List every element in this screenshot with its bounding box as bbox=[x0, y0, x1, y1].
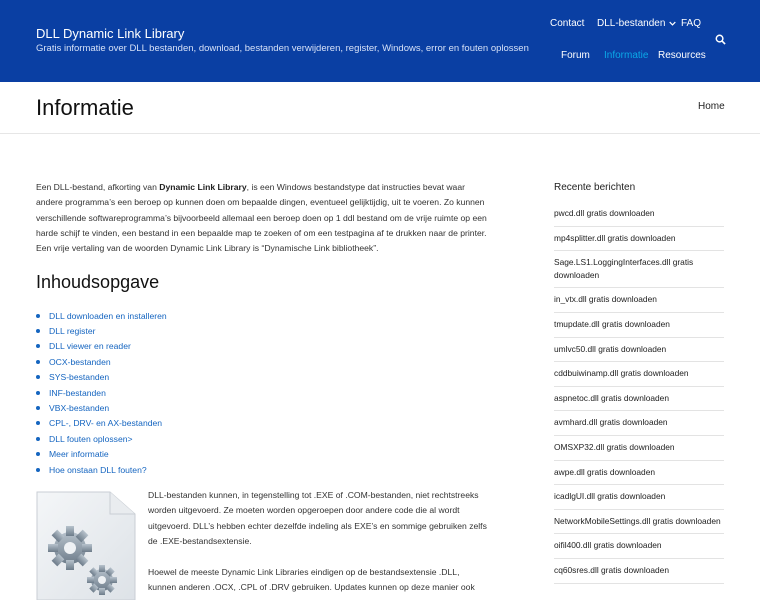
nav-faq[interactable]: FAQ bbox=[681, 18, 702, 29]
recent-post-link[interactable]: mp4splitter.dll gratis downloaden bbox=[554, 232, 676, 243]
nav-contact[interactable]: Contact bbox=[550, 18, 585, 29]
nav-informatie[interactable]: Informatie bbox=[604, 50, 649, 61]
list-item bbox=[554, 202, 724, 227]
bullet-icon bbox=[36, 360, 40, 364]
bullet-icon bbox=[36, 344, 40, 348]
nav-dll-bestanden[interactable] bbox=[597, 18, 676, 29]
toc-item bbox=[36, 385, 167, 400]
breadcrumb-home[interactable]: Home bbox=[698, 101, 725, 112]
toc-item bbox=[36, 416, 167, 431]
bullet-icon bbox=[36, 391, 40, 395]
recent-post-link[interactable]: avmhard.dll gratis downloaden bbox=[554, 417, 668, 428]
body-paragraph-2: DLL-bestanden kunnen, in tegenstelling tot .EXE of .COM-bestanden, niet rechtstreeks worden uitgevoerd. Ze moeten worden opgeroepen door andere code die al wordt uitgevoerd. DLL’s hebben echter dezelfde indeling als EXE’s en sommige gebruiken zelfs de .EXE-bestandsextensie. bbox=[148, 490, 487, 546]
toc-item bbox=[36, 354, 167, 369]
list-item bbox=[554, 461, 724, 486]
toc-item bbox=[36, 447, 167, 462]
list-item bbox=[554, 338, 724, 363]
site-tagline: Gratis informatie over DLL bestanden, download, bestanden verwijderen, register, Windows, error en fouten oplossen bbox=[36, 43, 529, 54]
list-item bbox=[554, 559, 724, 584]
bullet-icon bbox=[36, 406, 40, 410]
site-title-link[interactable]: DLL Dynamic Link Library bbox=[36, 26, 185, 41]
toc-link[interactable]: DLL downloaden en installeren bbox=[49, 310, 167, 321]
nav-forum[interactable]: Forum bbox=[561, 50, 590, 61]
recent-post-link[interactable]: Sage.LS1.LoggingInterfaces.dll gratis downloaden bbox=[554, 257, 694, 280]
bullet-icon bbox=[36, 437, 40, 441]
toc-link[interactable]: INF-bestanden bbox=[49, 387, 106, 398]
toc-item bbox=[36, 370, 167, 385]
sidebar bbox=[554, 180, 724, 584]
toc-link[interactable]: CPL-, DRV- en AX-bestanden bbox=[49, 418, 163, 429]
intro-prefix: Een DLL-bestand, afkorting van bbox=[36, 182, 160, 192]
recent-post-link[interactable]: awpe.dll gratis downloaden bbox=[554, 466, 656, 477]
recent-post-link[interactable]: cddbuiwinamp.dll gratis downloaden bbox=[554, 368, 689, 379]
list-item bbox=[554, 485, 724, 510]
recent-post-link[interactable]: cq60sres.dll gratis downloaden bbox=[554, 564, 669, 575]
list-item bbox=[554, 251, 724, 288]
toc-link[interactable]: VBX-bestanden bbox=[49, 403, 110, 414]
toc-item bbox=[36, 462, 167, 477]
recent-post-link[interactable]: pwcd.dll gratis downloaden bbox=[554, 208, 655, 218]
body-paragraph-3: Hoewel de meeste Dynamic Link Libraries eindigen op de bestandsextensie .DLL, kunnen anderen .OCX, .CPL of .DRV gebruiken. Updates kunnen op deze manier ook bbox=[148, 567, 475, 593]
page-title: Informatie bbox=[36, 95, 134, 120]
list-item bbox=[554, 510, 724, 535]
nav-resources[interactable]: Resources bbox=[658, 50, 706, 61]
toc-link[interactable]: OCX-bestanden bbox=[49, 356, 111, 367]
toc-list bbox=[36, 308, 167, 477]
recent-post-link[interactable]: tmupdate.dll gratis downloaden bbox=[554, 318, 670, 329]
list-item bbox=[554, 227, 724, 252]
list-item bbox=[554, 411, 724, 436]
toc-link[interactable]: SYS-bestanden bbox=[49, 372, 110, 383]
bullet-icon bbox=[36, 421, 40, 425]
list-item bbox=[554, 387, 724, 412]
list-item bbox=[554, 313, 724, 338]
site-header bbox=[0, 0, 760, 82]
nav-dll-bestanden-label: DLL-bestanden bbox=[597, 18, 666, 29]
toc-item bbox=[36, 339, 167, 354]
intro-bold: Dynamic Link Library bbox=[159, 182, 247, 192]
toc-link[interactable]: DLL fouten oplossen> bbox=[49, 433, 133, 444]
list-item bbox=[554, 362, 724, 387]
recent-post-link[interactable]: icadlgUI.dll gratis downloaden bbox=[554, 491, 666, 502]
chevron-down-icon bbox=[669, 20, 676, 27]
bullet-icon bbox=[36, 452, 40, 456]
bullet-icon bbox=[36, 314, 40, 318]
toc-item bbox=[36, 308, 167, 323]
intro-paragraph bbox=[36, 180, 488, 256]
toc-item bbox=[36, 323, 167, 338]
title-bar bbox=[0, 82, 760, 134]
list-item bbox=[554, 288, 724, 313]
list-item bbox=[554, 436, 724, 461]
recent-posts-heading: Recente berichten bbox=[554, 182, 636, 193]
bullet-icon bbox=[36, 375, 40, 379]
search-icon[interactable] bbox=[715, 34, 726, 45]
dll-file-gears-icon bbox=[36, 490, 136, 600]
toc-item bbox=[36, 400, 167, 415]
recent-post-link[interactable]: in_vtx.dll gratis downloaden bbox=[554, 294, 657, 305]
recent-post-link[interactable]: OMSXP32.dll gratis downloaden bbox=[554, 441, 675, 452]
toc-link[interactable]: DLL register bbox=[49, 326, 96, 337]
toc-item bbox=[36, 431, 167, 446]
recent-post-link[interactable]: aspnetoc.dll gratis downloaden bbox=[554, 392, 670, 403]
toc-link[interactable]: Meer informatie bbox=[49, 449, 109, 460]
bullet-icon bbox=[36, 329, 40, 333]
recent-post-link[interactable]: NetworkMobileSettings.dll gratis downloaden bbox=[554, 515, 721, 526]
toc-link[interactable]: DLL viewer en reader bbox=[49, 341, 131, 352]
bullet-icon bbox=[36, 468, 40, 472]
recent-posts-list bbox=[554, 202, 724, 584]
toc-link[interactable]: Hoe onstaan DLL fouten? bbox=[49, 464, 147, 475]
toc-heading: Inhoudsopgave bbox=[36, 272, 160, 292]
recent-post-link[interactable]: umlvc50.dll gratis downloaden bbox=[554, 343, 667, 354]
intro-suffix: , is een Windows bestandstype dat instructies bevat waar andere programma’s een beroep op kunnen doen om bepaalde dingen, eventueel gelijktijdig, uit te voeren. Zo kunnen verschillende softwareprogramma’s bijvoorbeeld allemaal een beroep doen op 1 ddl bestand om de vrije ruimte op een harde schijf te vinden, een bestand in een bepaalde map te zoeken of om een testpagina af te drukken naar de printer. Een vrije vertaling van de woorden Dynamic Link Library is “Dynamische Link bibliotheek”. bbox=[36, 182, 487, 254]
list-item bbox=[554, 534, 724, 559]
recent-post-link[interactable]: oifil400.dll gratis downloaden bbox=[554, 540, 662, 551]
